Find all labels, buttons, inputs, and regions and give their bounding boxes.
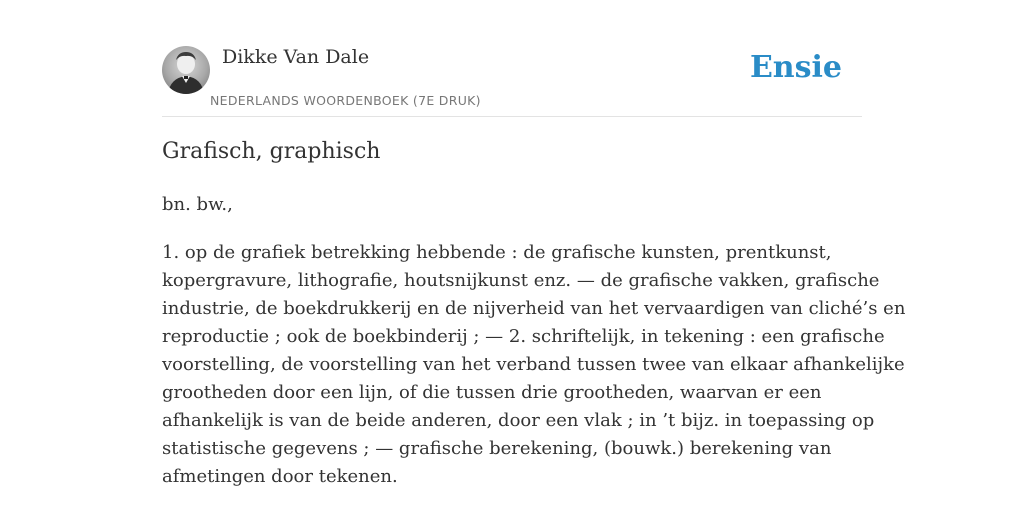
definition-line: industrie, de boekdrukkerij en de nijverheid van het vervaardigen van cliché’s en: [162, 298, 906, 319]
source-title[interactable]: NEDERLANDS WOORDENBOEK (7E DRUK): [210, 93, 481, 108]
entry-definition: [162, 239, 906, 491]
part-of-speech: bn. bw.,: [162, 194, 233, 215]
definition-line: kopergravure, lithografie, houtsnijkunst enz. — de grafische vakken, grafische: [162, 270, 880, 291]
author-portrait-icon: [162, 46, 210, 94]
definition-line: statistische gegevens ; — grafische berekening, (bouwk.) berekening van: [162, 438, 832, 459]
definition-line: 1. op de grafiek betrekking hebbende : de grafische kunsten, prentkunst,: [162, 242, 832, 263]
author-name[interactable]: Dikke Van Dale: [222, 46, 370, 68]
definition-line: voorstelling, de voorstelling van het verband tussen twee van elkaar afhankelijke: [162, 354, 905, 375]
definition-line: afhankelijk is van de beide anderen, door een vlak ; in ’t bijz. in toepassing op: [162, 410, 875, 431]
definition-line: afmetingen door tekenen.: [162, 466, 398, 487]
entry-header: [162, 44, 862, 117]
author-avatar[interactable]: [162, 46, 210, 94]
entry-title: Grafisch, graphisch: [162, 139, 381, 164]
brand-logo[interactable]: Ensie: [749, 50, 842, 85]
definition-line: grootheden door een lijn, of die tussen drie grootheden, waarvan er een: [162, 382, 822, 403]
definition-line: reproductie ; ook de boekbinderij ; — 2. schriftelijk, in tekening : een grafische: [162, 326, 885, 347]
